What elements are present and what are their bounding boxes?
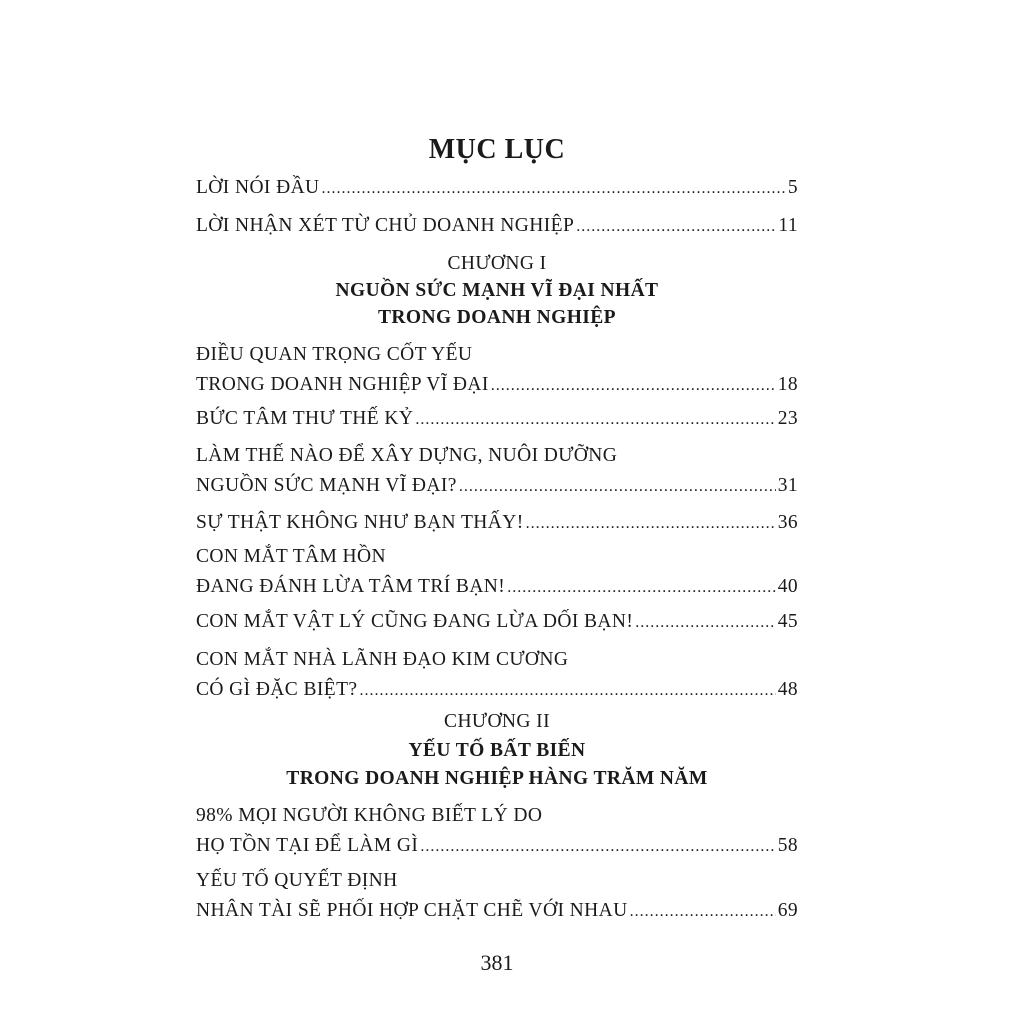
toc-title: MỤC LỤC [428, 134, 566, 165]
dot-leader [322, 174, 786, 204]
entry-title-line1: LÀM THẾ NÀO ĐỂ XÂY DỰNG, NUÔI DƯỠNG [196, 445, 618, 466]
entry-title-line2: HỌ TỒN TẠI ĐỂ LÀM GÌ [196, 835, 419, 856]
dot-leader [635, 608, 775, 638]
page-number: 381 [480, 950, 514, 975]
dot-leader [415, 405, 775, 435]
toc-entry[interactable] [196, 404, 798, 435]
entry-title-line1: ĐIỀU QUAN TRỌNG CỐT YẾU [196, 344, 473, 365]
dot-leader [420, 832, 775, 862]
toc-entry[interactable] [196, 607, 798, 638]
entry-page: 58 [777, 835, 798, 856]
chapter-label: CHƯƠNG II [444, 711, 550, 732]
entry-title-line2: NGUỒN SỨC MẠNH VĨ ĐẠI? [196, 475, 457, 496]
chapter-title-line1: NGUỒN SỨC MẠNH VĨ ĐẠI NHẤT [335, 280, 659, 301]
entry-title-line2: ĐANG ĐÁNH LỪA TÂM TRÍ BẠN! [196, 576, 506, 597]
entry-title: BỨC TÂM THƯ THẾ KỶ [196, 408, 414, 429]
toc-entry[interactable] [196, 866, 798, 927]
entry-page: 31 [777, 475, 798, 496]
entry-title-line2: CÓ GÌ ĐẶC BIỆT? [196, 679, 358, 700]
dot-leader [630, 897, 776, 927]
entry-title: CON MẮT VẬT LÝ CŨNG ĐANG LỪA DỐI BẠN! [196, 611, 634, 632]
toc-entry[interactable] [196, 645, 798, 706]
toc-entry[interactable] [196, 173, 798, 204]
toc-entry[interactable] [196, 441, 798, 502]
entry-page: 40 [777, 576, 798, 597]
entry-page: 18 [777, 374, 798, 395]
entry-page: 11 [778, 215, 798, 236]
dot-leader [459, 472, 776, 502]
entry-title-line1: CON MẮT TÂM HỒN [196, 546, 387, 567]
toc-entry[interactable] [196, 340, 798, 401]
entry-page: 48 [777, 679, 798, 700]
entry-title: SỰ THẬT KHÔNG NHƯ BẠN THẤY! [196, 512, 524, 533]
entry-page: 23 [777, 408, 798, 429]
entry-page: 45 [777, 611, 798, 632]
chapter-title-line2: TRONG DOANH NGHIỆP [378, 307, 616, 328]
entry-page: 5 [787, 177, 798, 198]
entry-title: LỜI NHẬN XÉT TỪ CHỦ DOANH NGHIỆP [196, 215, 575, 236]
toc-entry[interactable] [196, 508, 798, 539]
toc-page [196, 0, 798, 1024]
dot-leader [491, 371, 776, 401]
chapter-label: CHƯƠNG I [447, 253, 547, 274]
entry-title-line1: YẾU TỐ QUYẾT ĐỊNH [196, 870, 398, 891]
entry-page: 36 [777, 512, 798, 533]
toc-entry[interactable] [196, 801, 798, 862]
entry-title-line1: 98% MỌI NGƯỜI KHÔNG BIẾT LÝ DO [196, 805, 543, 826]
entry-title: LỜI NÓI ĐẦU [196, 177, 320, 198]
entry-title-line1: CON MẮT NHÀ LÃNH ĐẠO KIM CƯƠNG [196, 649, 569, 670]
dot-leader [526, 509, 776, 539]
chapter-title-line2: TRONG DOANH NGHIỆP HÀNG TRĂM NĂM [286, 768, 708, 789]
dot-leader [576, 212, 776, 242]
entry-title-line2: TRONG DOANH NGHIỆP VĨ ĐẠI [196, 374, 489, 395]
entry-title-line2: NHÂN TÀI SẼ PHỐI HỢP CHẶT CHẼ VỚI NHAU [196, 900, 628, 921]
chapter-title-line1: YẾU TỐ BẤT BIẾN [408, 740, 586, 761]
toc-entry[interactable] [196, 542, 798, 603]
toc-entry[interactable] [196, 211, 798, 242]
dot-leader [359, 676, 775, 706]
entry-page: 69 [777, 900, 798, 921]
dot-leader [507, 573, 776, 603]
